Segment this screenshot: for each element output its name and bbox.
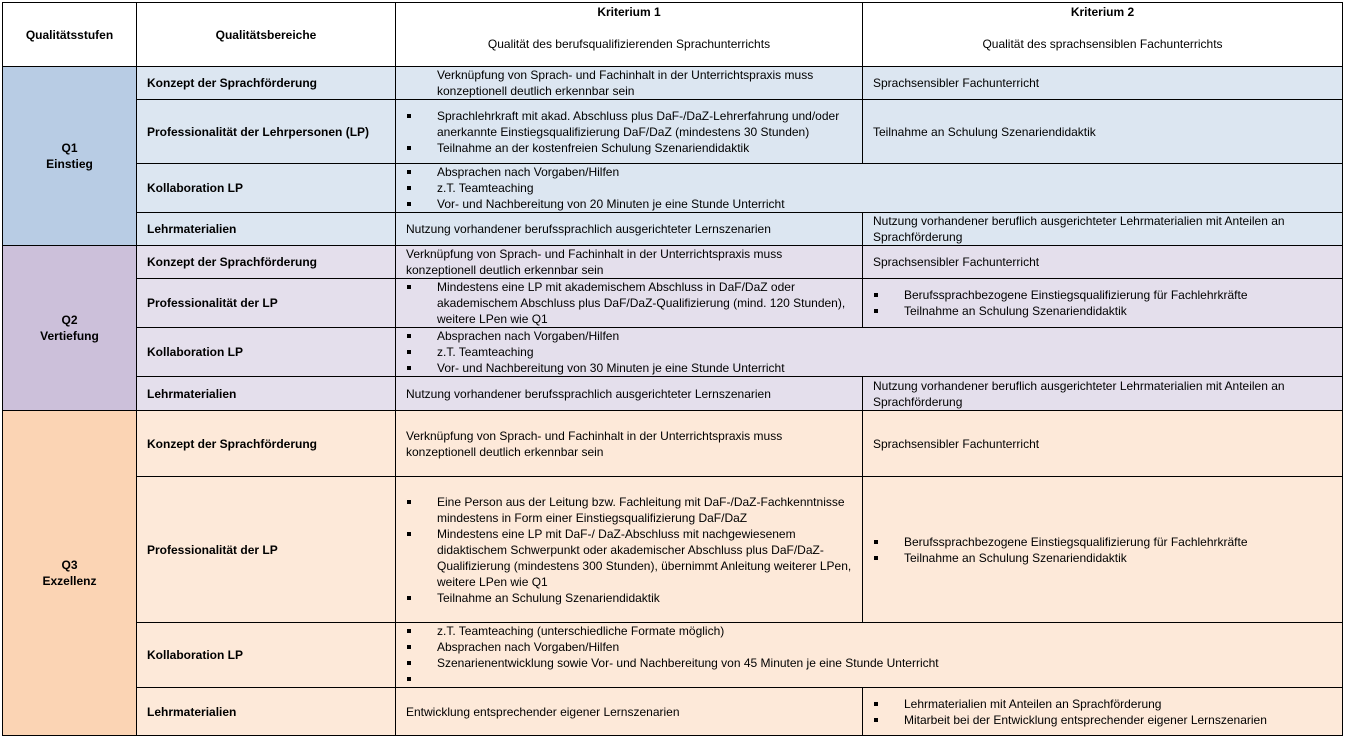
list-item: Teilnahme an der kostenfreien Schulung Szenariendidaktik [406, 140, 852, 156]
criterion-1-subtitle: Qualität des berufsqualifizierenden Sprachunterrichts [487, 37, 771, 51]
criterion-1-cell: Verknüpfung von Sprach- und Fachinhalt in der Unterrichtspraxis muss konzeptionell deutlich erkennbar sein [396, 411, 863, 477]
criterion-1-title: Kriterium 1 [597, 5, 661, 19]
level-name: Vertiefung [40, 329, 99, 343]
header-row [3, 3, 1343, 67]
list-item: Szenarienentwicklung sowie Vor- und Nachbereitung von 45 Minuten je eine Stunde Unterricht [406, 655, 1332, 671]
merged-criteria-cell [396, 328, 1343, 377]
criterion-2-cell [863, 279, 1343, 328]
table-row [3, 100, 1343, 164]
bullet-list [406, 164, 1332, 212]
area-label: Konzept der Sprachförderung [137, 246, 396, 279]
bullet-list [406, 494, 852, 606]
table-row [3, 164, 1343, 213]
header-levels: Qualitätsstufen [3, 3, 137, 67]
bullet-list [873, 696, 1332, 728]
area-label: Konzept der Sprachförderung [137, 411, 396, 477]
area-label: Kollaboration LP [137, 164, 396, 213]
list-item: Berufssprachbezogene Einstiegsqualifizierung für Fachlehrkräfte [873, 287, 1332, 303]
table-row [3, 279, 1343, 328]
table-row [3, 377, 1343, 411]
table-row [3, 688, 1343, 736]
header-criterion-1 [396, 3, 863, 67]
list-item: Lehrmaterialien mit Anteilen an Sprachförderung [873, 696, 1332, 712]
table-row [3, 623, 1343, 688]
level-q1 [3, 67, 137, 246]
criterion-2-cell [863, 477, 1343, 623]
list-item: Sprachlehrkraft mit akad. Abschluss plus DaF-/DaZ-Lehrerfahrung und/oder anerkannte Einstiegsqualifizierung DaF/DaZ (mindestens 30 Stunden) [406, 108, 852, 140]
criterion-2-cell: Nutzung vorhandener beruflich ausgerichteter Lehrmaterialien mit Anteilen an Sprachförderung [863, 213, 1343, 246]
list-item: Absprachen nach Vorgaben/Hilfen [406, 164, 1332, 180]
quality-table [2, 2, 1343, 736]
list-item [406, 671, 1332, 687]
criterion-1-cell: Verknüpfung von Sprach- und Fachinhalt in der Unterrichtspraxis muss konzeptionell deutlich erkennbar sein [396, 246, 863, 279]
criterion-1-cell: Verknüpfung von Sprach- und Fachinhalt in der Unterrichtspraxis muss konzeptionell deutlich erkennbar sein [396, 67, 863, 100]
criterion-1-cell: Nutzung vorhandener berufssprachlich ausgerichteter Lernszenarien [396, 213, 863, 246]
table-row [3, 67, 1343, 100]
list-item: Teilnahme an Schulung Szenariendidaktik [873, 550, 1332, 566]
bullet-list [406, 108, 852, 156]
bullet-list [873, 287, 1332, 319]
criterion-1-cell [396, 477, 863, 623]
level-name: Einstieg [46, 157, 93, 171]
header-areas: Qualitätsbereiche [137, 3, 396, 67]
criterion-2-cell: Sprachsensibler Fachunterricht [863, 411, 1343, 477]
header-criterion-2 [863, 3, 1343, 67]
bullet-list [406, 279, 852, 327]
criterion-2-cell [863, 688, 1343, 736]
list-item: Mindestens eine LP mit DaF-/ DaZ-Abschluss mit nachgewiesenem didaktischem Schwerpunkt oder akademischer Abschluss plus DaF/DaZ-Qualifizierung (mindestens 300 Stunden), übernimmt Anleitung weiterer LPen, weitere LPen wie Q1 [406, 526, 852, 590]
list-item: Absprachen nach Vorgaben/Hilfen [406, 328, 1332, 344]
list-item: Mitarbeit bei der Entwicklung entsprechender eigener Lernszenarien [873, 712, 1332, 728]
merged-criteria-cell [396, 623, 1343, 688]
area-label: Lehrmaterialien [137, 213, 396, 246]
level-code: Q3 [61, 558, 78, 572]
bullet-list [406, 623, 1332, 687]
criterion-2-cell: Sprachsensibler Fachunterricht [863, 67, 1343, 100]
area-label: Kollaboration LP [137, 623, 396, 688]
bullet-list [873, 534, 1332, 566]
criterion-1-cell [396, 279, 863, 328]
area-label: Professionalität der Lehrpersonen (LP) [137, 100, 396, 164]
list-item: z.T. Teamteaching [406, 180, 1332, 196]
level-q2 [3, 246, 137, 411]
level-name: Exzellenz [42, 574, 97, 588]
criterion-2-cell: Nutzung vorhandener beruflich ausgerichteter Lehrmaterialien mit Anteilen an Sprachförderung [863, 377, 1343, 411]
list-item: Mindestens eine LP mit akademischem Abschluss in DaF/DaZ oder akademischem Abschluss plus DaF/DaZ-Qualifizierung (mind. 120 Stunden), weitere LPen wie Q1 [406, 279, 852, 327]
list-item: Berufssprachbezogene Einstiegsqualifizierung für Fachlehrkräfte [873, 534, 1332, 550]
table-row [3, 477, 1343, 623]
list-item: Teilnahme an Schulung Szenariendidaktik [406, 590, 852, 606]
area-label: Kollaboration LP [137, 328, 396, 377]
list-item: Teilnahme an Schulung Szenariendidaktik [873, 303, 1332, 319]
area-label: Lehrmaterialien [137, 377, 396, 411]
criterion-2-cell: Sprachsensibler Fachunterricht [863, 246, 1343, 279]
level-code: Q1 [61, 141, 78, 155]
table-row [3, 328, 1343, 377]
list-item: Absprachen nach Vorgaben/Hilfen [406, 639, 1332, 655]
list-item: Vor- und Nachbereitung von 30 Minuten je eine Stunde Unterricht [406, 360, 1332, 376]
bullet-list [406, 328, 1332, 376]
criterion-1-cell: Nutzung vorhandener berufssprachlich ausgerichteter Lernszenarien [396, 377, 863, 411]
area-label: Konzept der Sprachförderung [137, 67, 396, 100]
criterion-2-cell: Teilnahme an Schulung Szenariendidaktik [863, 100, 1343, 164]
area-label: Professionalität der LP [137, 477, 396, 623]
criterion-1-cell: Entwicklung entsprechender eigener Lernszenarien [396, 688, 863, 736]
list-item: Vor- und Nachbereitung von 20 Minuten je eine Stunde Unterricht [406, 196, 1332, 212]
criterion-1-cell [396, 100, 863, 164]
area-label: Professionalität der LP [137, 279, 396, 328]
list-item: z.T. Teamteaching [406, 344, 1332, 360]
criterion-2-title: Kriterium 2 [1070, 5, 1135, 19]
list-item: z.T. Teamteaching (unterschiedliche Formate möglich) [406, 623, 1332, 639]
criterion-2-subtitle: Qualität des sprachsensiblen Fachunterrichts [982, 37, 1223, 51]
merged-criteria-cell [396, 164, 1343, 213]
area-label: Lehrmaterialien [137, 688, 396, 736]
list-item: Eine Person aus der Leitung bzw. Fachleitung mit DaF-/DaZ-Fachkenntnisse mindestens in Form einer Einstiegsqualifizierung DaF/DaZ [406, 494, 852, 526]
table-row [3, 213, 1343, 246]
table-row [3, 411, 1343, 477]
level-q3 [3, 411, 137, 736]
table-row [3, 246, 1343, 279]
level-code: Q2 [61, 313, 78, 327]
